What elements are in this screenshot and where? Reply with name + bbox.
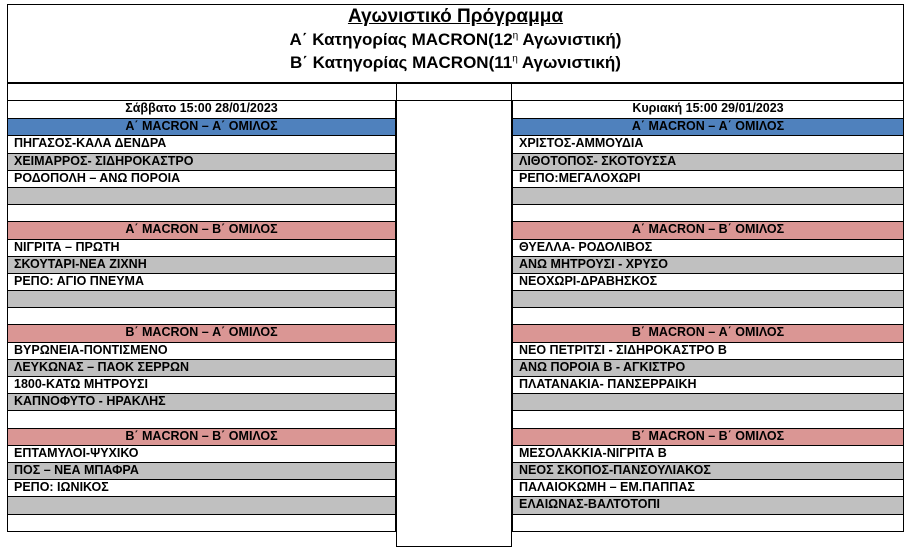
match-row: ΚΑΠΝΟΦΥΤΟ - ΗΡΑΚΛΗΣ (8, 393, 395, 410)
empty-row (8, 410, 395, 427)
category-b-suffix: Αγωνιστική) (517, 53, 621, 72)
saturday-schedule-column (7, 101, 396, 532)
empty-row (513, 204, 903, 221)
match-row: ΠΟΣ – ΝΕΑ ΜΠΑΦΡΑ (8, 462, 395, 479)
empty-row (8, 187, 395, 204)
match-row: ΜΕΣΟΛΑΚΚΙΑ-ΝΙΓΡΙΤΑ Β (513, 445, 903, 462)
match-row: ΠΗΓΑΣΟΣ-ΚΑΛΑ ΔΕΝΔΡΑ (8, 135, 395, 152)
match-row: ΧΡΙΣΤΟΣ-ΑΜΜΟΥΔΙΑ (513, 135, 903, 152)
group-header: Α΄ MACRON – Α΄ ΟΜΙΛΟΣ (8, 118, 395, 135)
empty-row (8, 307, 395, 324)
match-row: ΑΝΩ ΠΟΡΟΙΑ Β - ΑΓΚΙΣΤΡΟ (513, 359, 903, 376)
match-row: ΝΙΓΡΙΤΑ – ΠΡΩΤΗ (8, 239, 395, 256)
category-a-text: Α΄ Κατηγορίας MACRON(12 (289, 30, 513, 49)
sunday-schedule-column (512, 101, 904, 532)
empty-row (513, 514, 903, 531)
empty-row (8, 204, 395, 221)
empty-row (8, 496, 395, 513)
match-row: ΠΑΛΑΙΟΚΩΜΗ – ΕΜ.ΠΑΠΠΑΣ (513, 479, 903, 496)
right-spacer-row (511, 84, 904, 101)
page-title: Αγωνιστικό Πρόγραμμα (347, 6, 564, 27)
match-row: ΝΕΟ ΠΕΤΡΙΤΣΙ - ΣΙΔΗΡΟΚΑΣΤΡΟ Β (513, 342, 903, 359)
match-row: ΛΕΥΚΩΝΑΣ – ΠΑΟΚ ΣΕΡΡΩΝ (8, 359, 395, 376)
category-b-text: Β΄ Κατηγορίας MACRON(11 (290, 53, 513, 72)
empty-row (513, 410, 903, 427)
match-row: ΡΕΠΟ:ΜΕΓΑΛΟΧΩΡΙ (513, 170, 903, 187)
category-a-suffix: Αγωνιστική) (518, 30, 622, 49)
middle-separator-column (396, 84, 512, 547)
match-row: ΡΟΔΟΠΟΛΗ – ΑΝΩ ΠΟΡΟΙΑ (8, 170, 395, 187)
group-header: Α΄ MACRON – Β΄ ΟΜΙΛΟΣ (8, 221, 395, 238)
empty-row (513, 187, 903, 204)
empty-row (8, 514, 395, 531)
match-row: 1800-ΚΑΤΩ ΜΗΤΡΟΥΣΙ (8, 376, 395, 393)
match-row: ΘΥΕΛΛΑ- ΡΟΔΟΛΙΒΟΣ (513, 239, 903, 256)
match-row: ΡΕΠΟ: ΑΓΙΟ ΠΝΕΥΜΑ (8, 273, 395, 290)
match-row: ΝΕΟΣ ΣΚΟΠΟΣ-ΠΑΝΣΟΥΛΙΑΚΟΣ (513, 462, 903, 479)
match-row: ΧΕΙΜΑΡΡΟΣ- ΣΙΔΗΡΟΚΑΣΤΡΟ (8, 153, 395, 170)
empty-row (513, 307, 903, 324)
match-date: Σάββατο 15:00 28/01/2023 (8, 101, 395, 118)
match-row: ΑΝΩ ΜΗΤΡΟΥΣΙ - ΧΡΥΣΟ (513, 256, 903, 273)
category-b-ordinal: η (512, 53, 518, 65)
match-row: ΛΙΘΟΤΟΠΟΣ- ΣΚΟΤΟΥΣΣΑ (513, 153, 903, 170)
match-row: ΕΠΤΑΜΥΛΟΙ-ΨΥΧΙΚΟ (8, 445, 395, 462)
middle-spacer-cell (396, 84, 512, 101)
category-b-subtitle (8, 53, 903, 73)
match-row: ΕΛΑΙΩΝΑΣ-ΒΑΛΤΟΤΟΠΙ (513, 496, 903, 513)
empty-row (513, 393, 903, 410)
group-header: Α΄ MACRON – Β΄ ΟΜΙΛΟΣ (513, 221, 903, 238)
match-row: ΡΕΠΟ: ΙΩΝΙΚΟΣ (8, 479, 395, 496)
category-a-subtitle (8, 30, 903, 50)
schedule-header (7, 4, 904, 84)
match-row: ΝΕΟΧΩΡΙ-ΔΡΑΒΗΣΚΟΣ (513, 273, 903, 290)
group-header: Α΄ MACRON – Α΄ ΟΜΙΛΟΣ (513, 118, 903, 135)
left-spacer-row (7, 84, 397, 101)
group-header: Β΄ MACRON – Α΄ ΟΜΙΛΟΣ (513, 324, 903, 341)
match-row: ΣΚΟΥΤΑΡΙ-ΝΕΑ ΖΙΧΝΗ (8, 256, 395, 273)
category-a-ordinal: η (512, 30, 519, 42)
group-header: Β΄ MACRON – Β΄ ΟΜΙΛΟΣ (8, 428, 395, 445)
match-row: ΒΥΡΩΝΕΙΑ-ΠΟΝΤΙΣΜΕΝΟ (8, 342, 395, 359)
match-row: ΠΛΑΤΑΝΑΚΙΑ- ΠΑΝΣΕΡΡΑΙΚΗ (513, 376, 903, 393)
empty-row (8, 290, 395, 307)
group-header: Β΄ MACRON – Α΄ ΟΜΙΛΟΣ (8, 324, 395, 341)
empty-row (513, 290, 903, 307)
match-date: Κυριακή 15:00 29/01/2023 (513, 101, 903, 118)
group-header: Β΄ MACRON – Β΄ ΟΜΙΛΟΣ (513, 428, 903, 445)
